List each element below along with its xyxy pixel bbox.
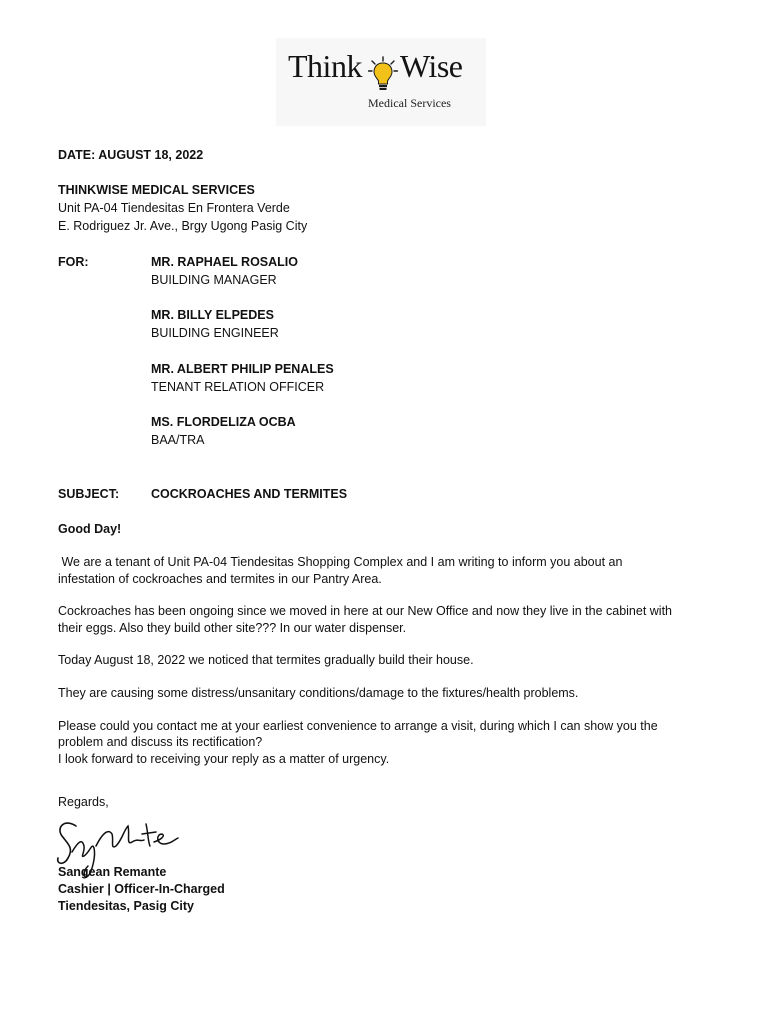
subject-text: COCKROACHES AND TERMITES	[151, 487, 348, 501]
logo-word-think: Think	[288, 48, 362, 84]
recipient-name: MR. BILLY ELPEDES	[151, 308, 274, 322]
recipient-title: TENANT RELATION OFFICER	[151, 380, 325, 394]
closing: Regards,	[58, 795, 109, 809]
recipient-name: MR. RAPHAEL ROSALIO	[151, 255, 298, 269]
signer-name: Sangean Remante	[58, 865, 167, 879]
body-paragraph-1-line-2: infestation of cockroaches and termites in our Pantry Area.	[58, 572, 382, 586]
body-paragraph-5-line-1: Please could you contact me at your earliest convenience to arrange a visit, during which I can show you the	[58, 719, 658, 733]
body-paragraph-3: Today August 18, 2022 we noticed that termites gradually build their house.	[58, 653, 474, 667]
recipient-title: BUILDING MANAGER	[151, 273, 277, 287]
recipient-title: BAA/TRA	[151, 433, 205, 447]
sender-address-line-1: Unit PA-04 Tiendesitas En Frontera Verde	[58, 201, 290, 215]
recipient-name: MS. FLORDELIZA OCBA	[151, 415, 296, 429]
signer-position: Cashier | Officer-In-Charged	[58, 882, 225, 896]
company-logo	[276, 38, 486, 126]
body-paragraph-5-line-3: I look forward to receiving your reply as a matter of urgency.	[58, 752, 390, 766]
body-paragraph-5-line-2: problem and discuss its rectification?	[58, 735, 263, 749]
for-label: FOR:	[58, 255, 89, 269]
recipient-name: MR. ALBERT PHILIP PENALES	[151, 362, 334, 376]
logo-word-wise: Wise	[400, 48, 463, 84]
body-paragraph-1-line-1: We are a tenant of Unit PA-04 Tiendesitas Shopping Complex and I am writing to inform you about an	[58, 555, 623, 569]
body-paragraph-4: They are causing some distress/unsanitary conditions/damage to the fixtures/health problems.	[58, 686, 579, 700]
body-paragraph-2-line-1: Cockroaches has been ongoing since we moved in here at our New Office and now they live in the cabinet with	[58, 604, 673, 618]
sender-company: THINKWISE MEDICAL SERVICES	[58, 183, 255, 197]
letter-date: DATE: AUGUST 18, 2022	[58, 148, 204, 162]
lightbulb-icon	[368, 56, 398, 96]
sender-address-line-2: E. Rodriguez Jr. Ave., Brgy Ugong Pasig City	[58, 219, 308, 233]
recipient-title: BUILDING ENGINEER	[151, 326, 279, 340]
subject-label: SUBJECT:	[58, 487, 120, 501]
greeting: Good Day!	[58, 522, 122, 536]
signer-location: Tiendesitas, Pasig City	[58, 899, 194, 913]
logo-tagline: Medical Services	[368, 96, 451, 110]
body-paragraph-2-line-2: their eggs. Also they build other site??? In our water dispenser.	[58, 621, 407, 635]
